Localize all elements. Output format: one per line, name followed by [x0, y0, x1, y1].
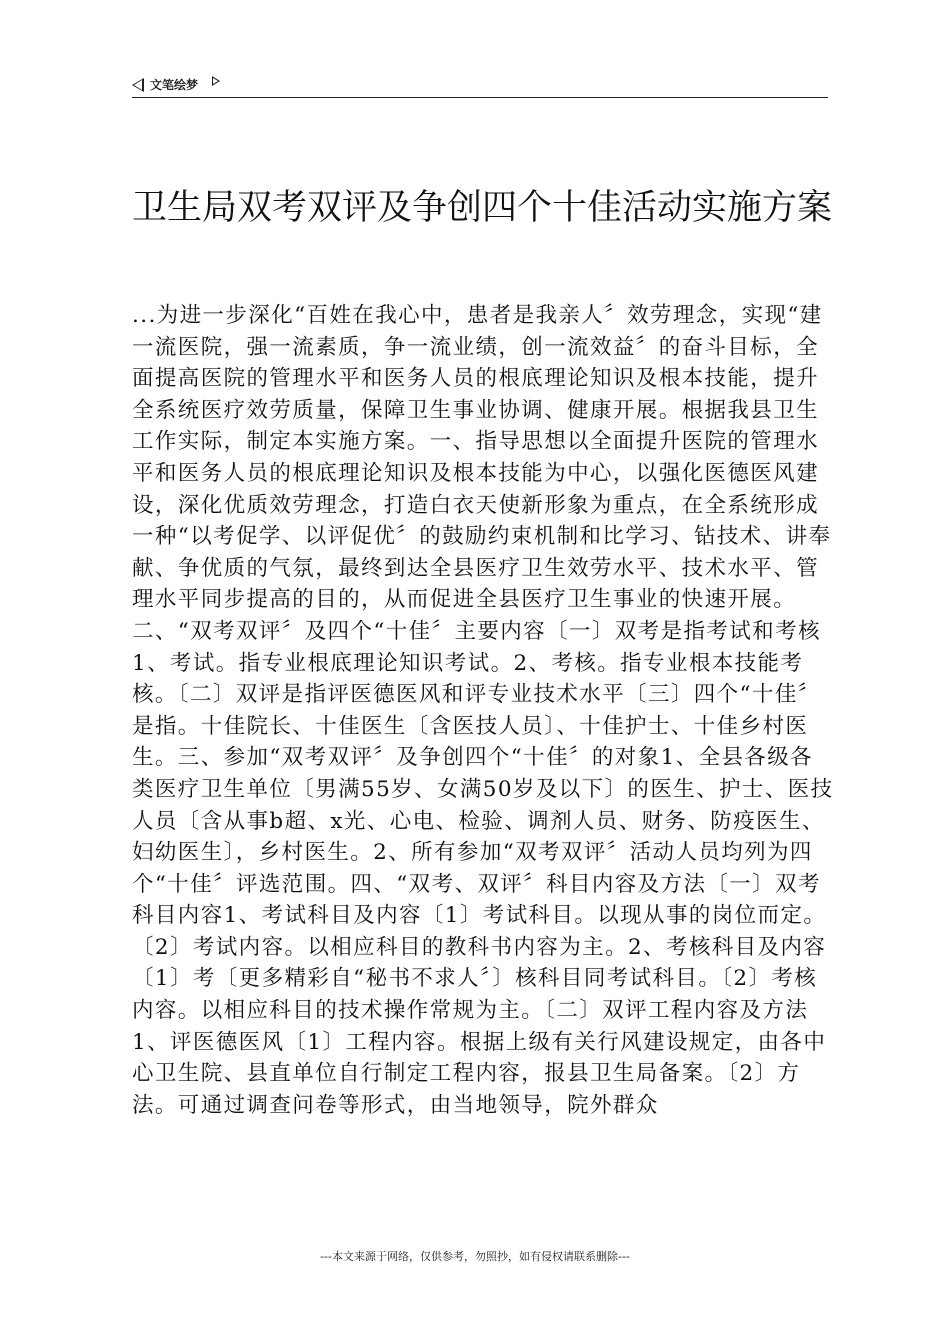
document-title: 卫生局双考双评及争创四个十佳活动实施方案 — [132, 188, 833, 228]
footer-note: ---本文来源于网络，仅供参考，勿照抄，如有侵权请联系删除--- — [320, 1250, 630, 1263]
page-header — [132, 74, 828, 98]
triangle-right-icon — [212, 76, 220, 86]
document-body: ...为进一步深化“百姓在我心中，患者是我亲人〞效劳理念，实现“建一流医院，强一流素质，争一流业绩，创一流效益〞的奋斗目标，全面提高医院的管理水平和医务人员的根底理论知识及根本技能，提升全系统医疗效劳质量，保障卫生事业协调、健康开展。根据我县卫生工作实际，制定本实施方案。一、指导思想以全面提升医院的管理水平和医务人员的根底理论知识及根本技能为中心，以强化医德医风建设，深化优质效劳理念，打造白衣天使新形象为重点，在全系统形成一种“以考促学、以评促优〞的鼓励约束机制和比学习、钻技术、讲奉献、争优质的气氛，最终到达全县医疗卫生效劳水平、技术水平、管理水平同步提高的目的，从而促进全县医疗卫生事业的快速开展。二、“双考双评〞及四个“十佳〞主要内容〔一〕双考是指考试和考核1、考试。指专业根底理论知识考试。2、考核。指专业根本技能考核。〔二〕双评是指评医德医风和评专业技术水平〔三〕四个“十佳〞是指。十佳院长、十佳医生〔含医技人员〕、十佳护士、十佳乡村医生。三、参加“双考双评〞及争创四个“十佳〞的对象1、全县各级各类医疗卫生单位〔男满55岁、女满50岁及以下〕的医生、护士、医技人员〔含从事b超、x光、心电、检验、调剂人员、财务、防疫医生、妇幼医生〕，乡村医生。2、所有参加“双考双评〞活动人员均列为四个“十佳〞评选范围。四、“双考、双评〞科目内容及方法〔一〕双考科目内容1、考试科目及内容〔1〕考试科目。以现从事的岗位而定。〔2〕考试内容。以相应科目的教科书内容为主。2、考核科目及内容〔1〕考〔更多精彩自“秘书不求人〞〕核科目同考试科目。〔2〕考核内容。以相应科目的技术操作常规为主。〔二〕双评工程内容及方法1、评医德医风〔1〕工程内容。根据上级有关行风建设规定，由各中心卫生院、县直单位自行制定工程内容，报县卫生局备案。〔2〕方法。可通过调查问卷等形式，由当地领导，院外群众 — [132, 303, 834, 1118]
header-brand-group — [132, 76, 220, 93]
header-brand: 文笔绘梦 — [150, 78, 199, 92]
header-divider — [132, 97, 828, 98]
triangle-left-icon — [132, 78, 144, 92]
